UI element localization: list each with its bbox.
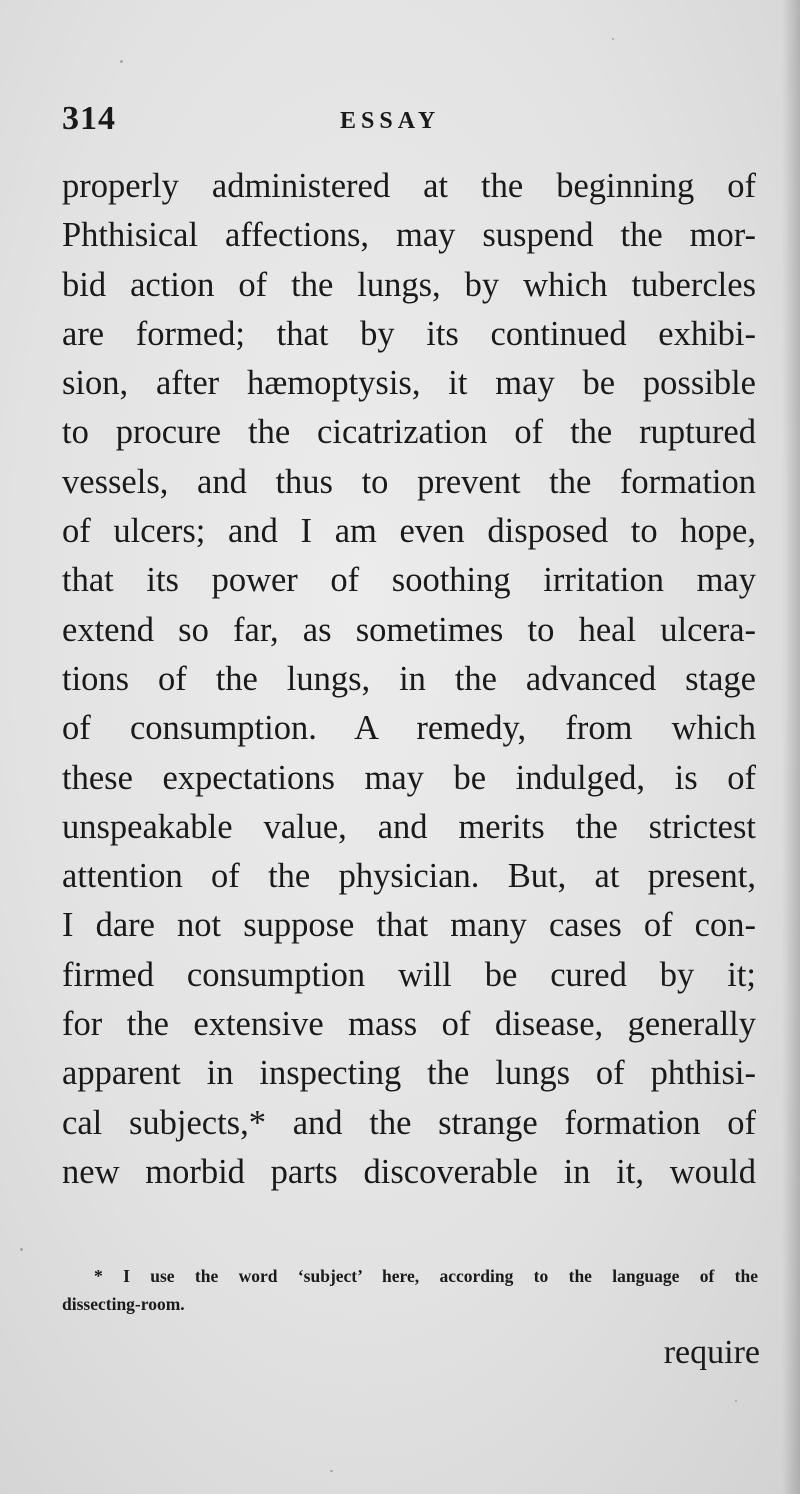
page-header	[62, 100, 762, 150]
text-line: I dare not suppose that many cases of con-	[62, 906, 756, 945]
text-line: unspeakable value, and merits the strictest	[62, 807, 756, 846]
page-number: 314	[62, 100, 116, 137]
text-line: for the extensive mass of disease, generally	[62, 1005, 756, 1044]
text-line: of ulcers; and I am even disposed to hope,	[62, 512, 756, 551]
text-line: these expectations may be indulged, is of	[62, 758, 756, 797]
text-line: that its power of soothing irritation may	[62, 561, 756, 600]
text-line: extend so far, as sometimes to heal ulcera-	[62, 610, 756, 649]
footnote	[62, 1262, 758, 1318]
paper-speck	[735, 1400, 737, 1402]
footnote-line: dissecting-room.	[62, 1294, 185, 1314]
catchword: require	[663, 1334, 760, 1371]
text-line: sion, after hæmoptysis, it may be possible	[62, 364, 756, 403]
text-line: tions of the lungs, in the advanced stage	[62, 659, 756, 698]
text-line: cal subjects,* and the strange formation of	[62, 1103, 756, 1142]
text-line: apparent in inspecting the lungs of phthisi-	[62, 1054, 756, 1093]
paper-speck	[120, 60, 123, 63]
text-line: are formed; that by its continued exhibi-	[62, 314, 756, 353]
text-line: attention of the physician. But, at present,	[62, 857, 756, 896]
text-line: to procure the cicatrization of the ruptured	[62, 413, 756, 452]
text-line: vessels, and thus to prevent the formation	[62, 462, 756, 501]
page-edge-shadow	[782, 0, 800, 1494]
body-text	[62, 162, 756, 1197]
running-head: ESSAY	[340, 108, 441, 134]
footnote-line: * I use the word ‘subject’ here, according to the language of the	[94, 1266, 758, 1286]
text-line: properly administered at the beginning of	[62, 167, 756, 205]
text-line: Phthisical affections, may suspend the mor-	[62, 216, 756, 255]
paper-speck	[20, 1248, 23, 1251]
paper-speck	[612, 38, 614, 40]
text-line: bid action of the lungs, by which tubercles	[62, 265, 756, 304]
text-line: of consumption. A remedy, from which	[62, 709, 756, 748]
paper-speck	[330, 1470, 333, 1472]
text-line: new morbid parts discoverable in it, would	[62, 1152, 756, 1191]
text-line: firmed consumption will be cured by it;	[62, 955, 756, 994]
